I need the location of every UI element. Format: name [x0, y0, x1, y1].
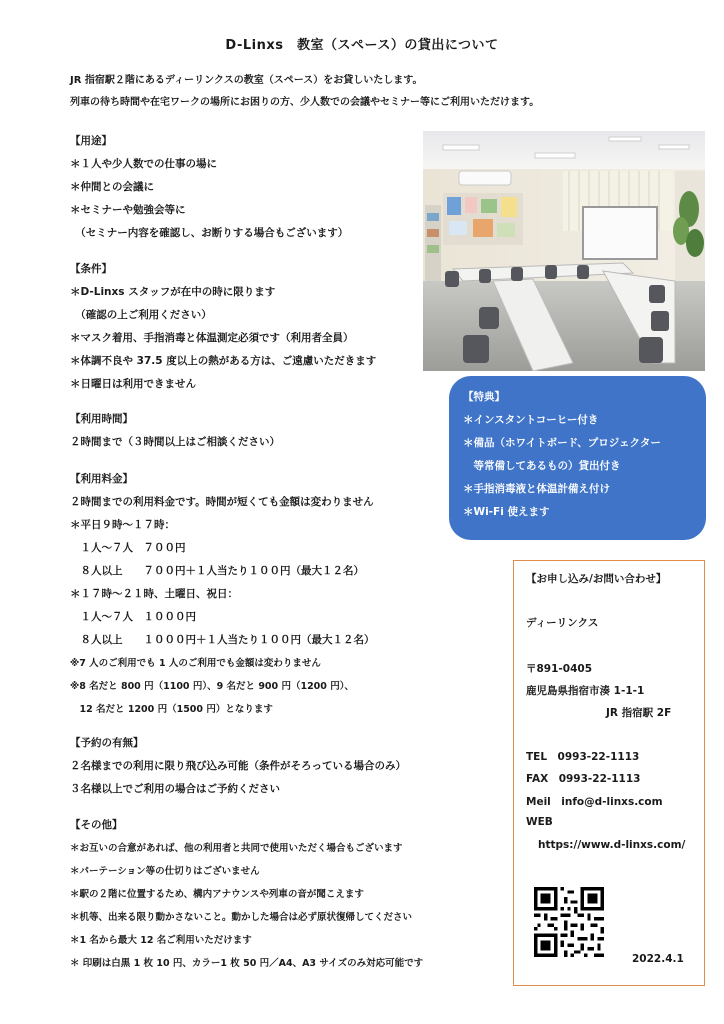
conditions-heading: 【条件】: [70, 263, 112, 275]
reservation-line: ２名様までの利用に限り飛び込み可能（条件がそろっている場合のみ）: [70, 760, 406, 772]
perks-line: ＊備品（ホワイトボード、プロジェクター: [463, 437, 661, 449]
other-heading: 【その他】: [70, 819, 123, 831]
contact-postal: 〒891-0405: [526, 663, 592, 675]
other-line: ＊駅の２階に位置するため、構内アナウンスや列車の音が聞こえます: [70, 889, 364, 900]
reservation-section: [70, 732, 406, 801]
perks-heading: 【特典】: [463, 391, 505, 403]
fees-line: ２時間までの利用料金です。時間が短くても金額は変わりません: [70, 496, 374, 508]
fees-line: １人～７人 １０００円: [70, 611, 196, 623]
perks-box: [449, 376, 706, 540]
hours-section: [70, 408, 280, 454]
other-line: ＊パーテーション等の仕切りはございません: [70, 866, 260, 877]
other-line: ＊ 印刷は白黒 1 枚 10 円、カラー1 枚 50 円／A4、A3 サイズのみ対応可能です: [70, 958, 424, 969]
fees-line: ＊平日９時～１７時：: [70, 519, 175, 531]
reservation-line: ３名様以上でご利用の場合はご予約ください: [70, 783, 280, 795]
fees-heading: 【利用料金】: [70, 473, 133, 485]
intro: [70, 70, 539, 114]
conditions-line: ＊D-Linxs スタッフが在中の時に限ります: [70, 286, 276, 298]
conditions-section: [70, 258, 376, 396]
contact-heading: 【お申し込み/お問い合わせ】: [526, 573, 667, 585]
reservation-heading: 【予約の有無】: [70, 737, 144, 749]
conditions-line: （確認の上ご利用ください）: [70, 309, 212, 321]
intro-line: JR 指宿駅２階にあるディーリンクスの教室（スペース）をお貸しいたします。: [70, 75, 423, 86]
fees-line: ８人以上 １０００円＋１人当たり１００円（最大１２名）: [70, 634, 375, 646]
hours-heading: 【利用時間】: [70, 413, 133, 425]
other-section: [70, 814, 423, 975]
perks-line: ＊インスタントコーヒー付き: [463, 414, 599, 426]
contact-fax: FAX 0993-22-1113: [526, 773, 641, 785]
usage-section: [70, 130, 348, 245]
hours-line: ２時間まで（３時間以上はご相談ください）: [70, 436, 280, 448]
perks-line: ＊Wi-Fi 使えます: [463, 506, 550, 518]
other-line: ＊1 名から最大 12 名ご利用いただけます: [70, 935, 252, 946]
usage-heading: 【用途】: [70, 135, 112, 147]
classroom-photo: [423, 131, 705, 371]
contact-name: ディーリンクス: [526, 617, 599, 629]
fees-note: 12 名だと 1200 円（1500 円）となります: [70, 704, 273, 715]
fees-section: [70, 468, 375, 721]
fees-line: １人～７人 ７００円: [70, 542, 186, 554]
usage-line: （セミナー内容を確認し、お断りする場合もございます）: [70, 227, 349, 239]
conditions-line: ＊日曜日は利用できません: [70, 378, 196, 390]
contact-tel: TEL 0993-22-1113: [526, 751, 640, 763]
fees-note: ※8 名だと 800 円（1100 円）、9 名だと 900 円（1200 円）、: [70, 681, 354, 692]
conditions-line: ＊体調不良や 37.5 度以上の熱がある方は、ご遠慮いただきます: [70, 355, 377, 367]
contact-address-floor: JR 指宿駅 2F: [606, 707, 672, 719]
usage-line: ＊１人や少人数での仕事の場に: [70, 158, 217, 170]
contact-address: 鹿児島県指宿市湊 1-1-1: [526, 685, 645, 697]
usage-line: ＊セミナーや勉強会等に: [70, 204, 186, 216]
other-line: ＊机等、出来る限り動かさないこと。動かした場合は必ず原状復帰してください: [70, 912, 413, 923]
fees-note: ※7 人のご利用でも 1 人のご利用でも金額は変わりません: [70, 658, 321, 669]
fees-line: ＊１７時～２１時、土曜日、祝日：: [70, 588, 238, 600]
perks-line: ＊手指消毒液と体温計備え付け: [463, 483, 610, 495]
perks-line: 等常備してあるもの）貸出付き: [463, 460, 621, 472]
contact-box: [513, 560, 705, 986]
conditions-line: ＊マスク着用、手指消毒と体温測定必須です（利用者全員）: [70, 332, 354, 344]
page-title: D-Linxs 教室（スペース）の貸出について: [225, 38, 499, 53]
contact-web-link[interactable]: https://www.d-linxs.com/: [538, 839, 686, 851]
issue-date: 2022.4.1: [632, 953, 684, 965]
intro-line: 列車の待ち時間や在宅ワークの場所にお困りの方、少人数での会議やセミナー等にご利用いただけます。: [70, 97, 540, 108]
qr-code-icon: [534, 887, 604, 957]
contact-mail[interactable]: Meil info@d-linxs.com: [526, 796, 663, 808]
fees-line: ８人以上 ７００円＋１人当たり１００円（最大１２名）: [70, 565, 364, 577]
other-line: ＊お互いの合意があれば、他の利用者と共同で使用いただく場合もございます: [70, 843, 403, 854]
contact-web-label: WEB: [526, 816, 553, 828]
usage-line: ＊仲間との会議に: [70, 181, 154, 193]
